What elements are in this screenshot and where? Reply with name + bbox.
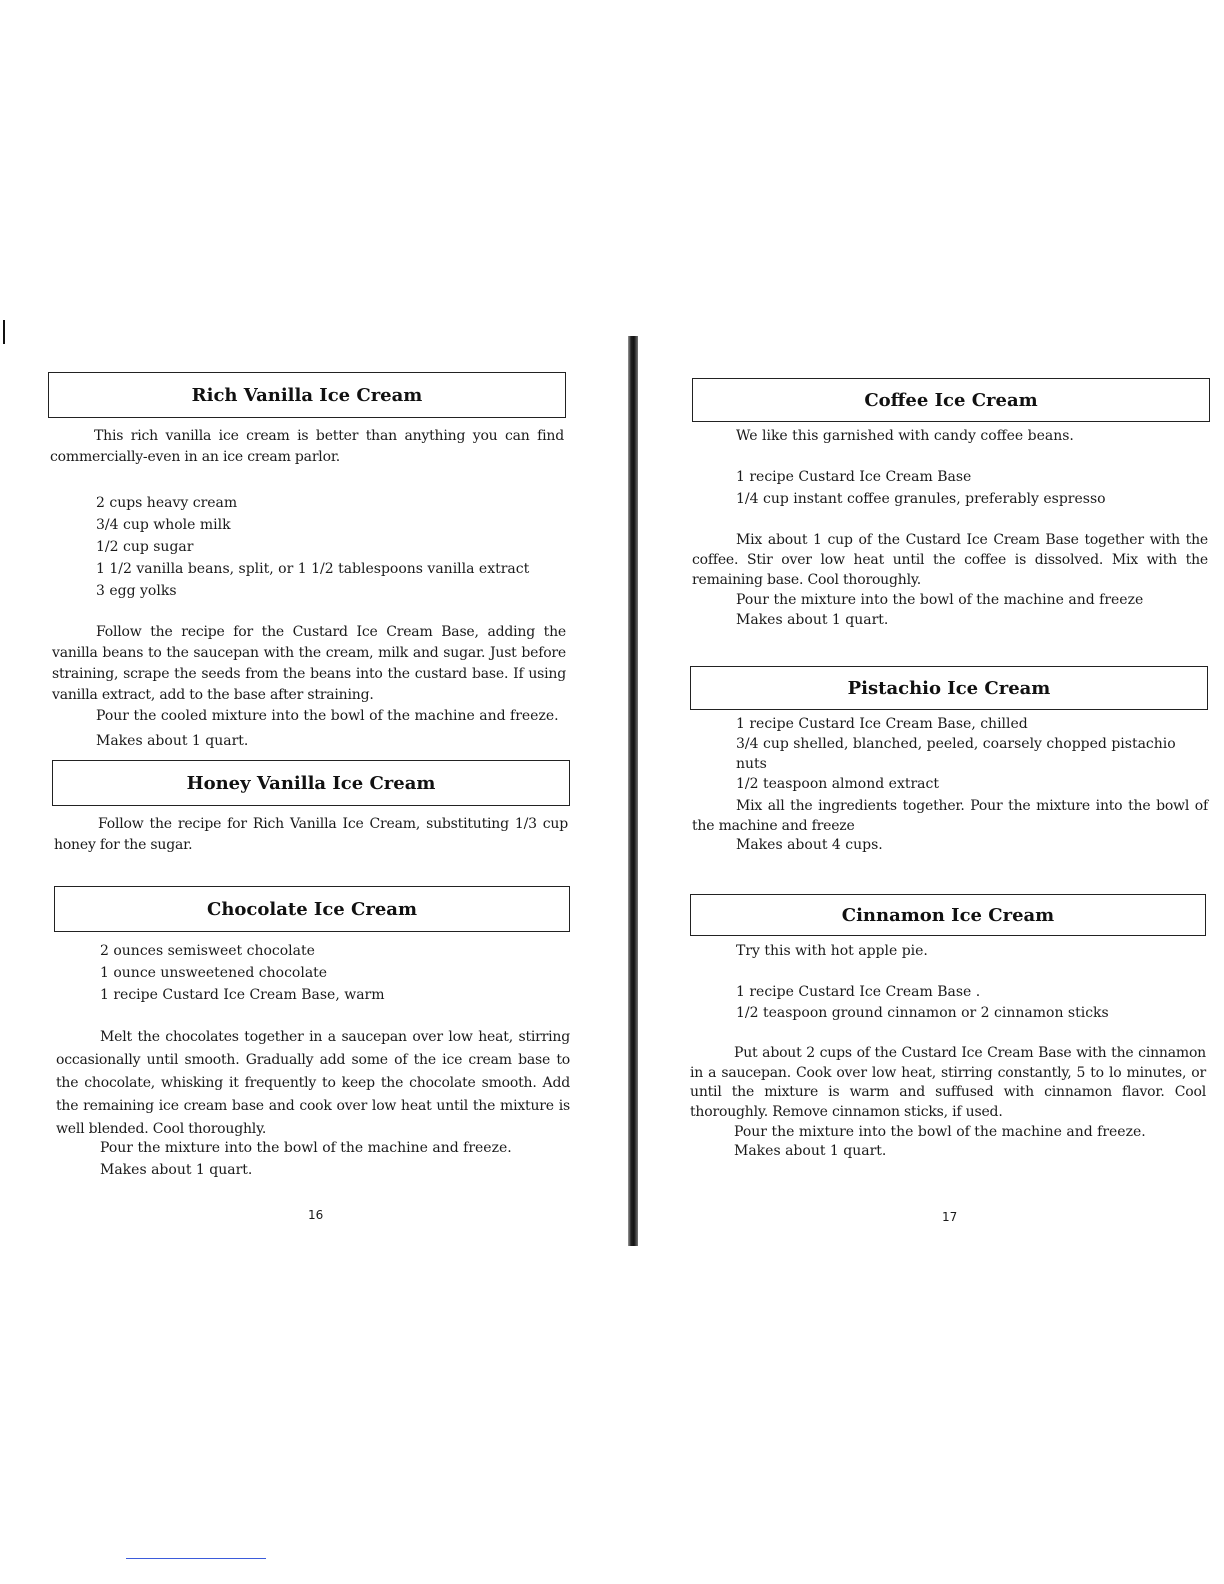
coffee-finish: Pour the mixture into the bowl of the machine and freeze bbox=[736, 592, 1144, 608]
pistachio-title-box bbox=[690, 666, 1208, 710]
book-spine-shadow bbox=[628, 336, 638, 1246]
rich-vanilla-title: Rich Vanilla Ice Cream bbox=[191, 384, 423, 406]
rich-vanilla-ingredients bbox=[96, 492, 576, 602]
rich-vanilla-title-box bbox=[48, 372, 566, 418]
coffee-method: Mix about 1 cup of the Custard Ice Cream Base together with the coffee. Stir over low heat until the coffee is dissolved. Mix with the remaining base. Cool thoroughly. bbox=[692, 532, 1208, 588]
rich-vanilla-yield: Makes about 1 quart. bbox=[96, 733, 249, 749]
pistachio-ingredients bbox=[736, 714, 1206, 794]
ingredient-item: 1/4 cup instant coffee granules, preferably espresso bbox=[736, 491, 1106, 507]
chocolate-title-box bbox=[54, 886, 570, 932]
honey-vanilla-method: Follow the recipe for Rich Vanilla Ice Cream, substituting 1/3 cup honey for the sugar. bbox=[54, 816, 568, 853]
coffee-intro: We like this garnished with candy coffee beans. bbox=[736, 428, 1074, 444]
ingredient-item: 2 cups heavy cream bbox=[96, 495, 238, 511]
cinnamon-title-box bbox=[690, 894, 1206, 936]
rich-vanilla-intro: This rich vanilla ice cream is better than anything you can find commercially-even in an ice cream parlor. bbox=[50, 428, 564, 465]
ingredient-item: 3/4 cup whole milk bbox=[96, 517, 231, 533]
cinnamon-title: Cinnamon Ice Cream bbox=[841, 904, 1055, 926]
ingredient-item: 1/2 cup sugar bbox=[96, 539, 194, 555]
cinnamon-finish: Pour the mixture into the bowl of the machine and freeze. bbox=[734, 1124, 1146, 1140]
honey-vanilla-title-box bbox=[52, 760, 570, 806]
ingredient-item: 1 ounce unsweetened chocolate bbox=[100, 965, 328, 981]
ingredient-item: 1/2 teaspoon almond extract bbox=[736, 776, 939, 792]
hyperlink-underline bbox=[126, 1558, 266, 1559]
ingredient-item: 1 recipe Custard Ice Cream Base, chilled bbox=[736, 716, 1028, 732]
ingredient-item: 3 egg yolks bbox=[96, 583, 177, 599]
honey-vanilla-title: Honey Vanilla Ice Cream bbox=[186, 772, 436, 794]
page-number: 16 bbox=[308, 1208, 324, 1222]
pistachio-title: Pistachio Ice Cream bbox=[847, 677, 1051, 699]
rich-vanilla-finish: Pour the cooled mixture into the bowl of the machine and freeze. bbox=[96, 708, 559, 724]
chocolate-finish: Pour the mixture into the bowl of the machine and freeze. bbox=[100, 1140, 512, 1156]
cinnamon-intro: Try this with hot apple pie. bbox=[736, 943, 928, 959]
right-page bbox=[640, 0, 1224, 1584]
rich-vanilla-method: Follow the recipe for the Custard Ice Cream Base, adding the vanilla beans to the saucepan with the cream, milk and sugar. Just before straining, scrape the seeds from the beans into the custard base. If using vanilla extract, add to the base after straining. bbox=[52, 624, 566, 703]
cinnamon-yield: Makes about 1 quart. bbox=[734, 1143, 887, 1159]
chocolate-yield: Makes about 1 quart. bbox=[100, 1162, 253, 1178]
coffee-title-box bbox=[692, 378, 1210, 422]
ingredient-item: 1 recipe Custard Ice Cream Base, warm bbox=[100, 987, 385, 1003]
chocolate-title: Chocolate Ice Cream bbox=[207, 898, 417, 920]
coffee-yield: Makes about 1 quart. bbox=[736, 612, 889, 628]
ingredient-item: 1 recipe Custard Ice Cream Base . bbox=[736, 984, 981, 1000]
chocolate-method: Melt the chocolates together in a saucepan over low heat, stirring occasionally until smooth. Gradually add some of the ice cream base to the chocolate, whisking it frequently to keep the chocolate smooth. Add the remaining ice cream base and cook over low heat until the mixture is well blended. Cool thoroughly. bbox=[56, 1029, 570, 1137]
ingredient-item: 2 ounces semisweet chocolate bbox=[100, 943, 315, 959]
chocolate-ingredients bbox=[100, 940, 560, 1006]
page-number: 17 bbox=[942, 1210, 958, 1224]
coffee-title: Coffee Ice Cream bbox=[864, 389, 1038, 411]
coffee-ingredients bbox=[736, 466, 1206, 510]
pistachio-method: Mix all the ingredients together. Pour the mixture into the bowl of the machine and freeze bbox=[692, 798, 1208, 834]
ingredient-item: 1 1/2 vanilla beans, split, or 1 1/2 tablespoons vanilla extract bbox=[96, 561, 530, 577]
pistachio-yield: Makes about 4 cups. bbox=[736, 837, 883, 853]
ingredient-item: 3/4 cup shelled, blanched, peeled, coarsely chopped pistachio nuts bbox=[736, 736, 1176, 772]
ingredient-item: 1 recipe Custard Ice Cream Base bbox=[736, 469, 972, 485]
cinnamon-method: Put about 2 cups of the Custard Ice Cream Base with the cinnamon in a saucepan. Cook over low heat, stirring constantly, 5 to lo minutes, or until the mixture is warm and suffused with cinnamon flavor. Cool thoroughly. Remove cinnamon sticks, if used. bbox=[690, 1045, 1206, 1120]
ingredient-item: 1/2 teaspoon ground cinnamon or 2 cinnamon sticks bbox=[736, 1005, 1109, 1021]
cinnamon-ingredients bbox=[736, 982, 1206, 1024]
